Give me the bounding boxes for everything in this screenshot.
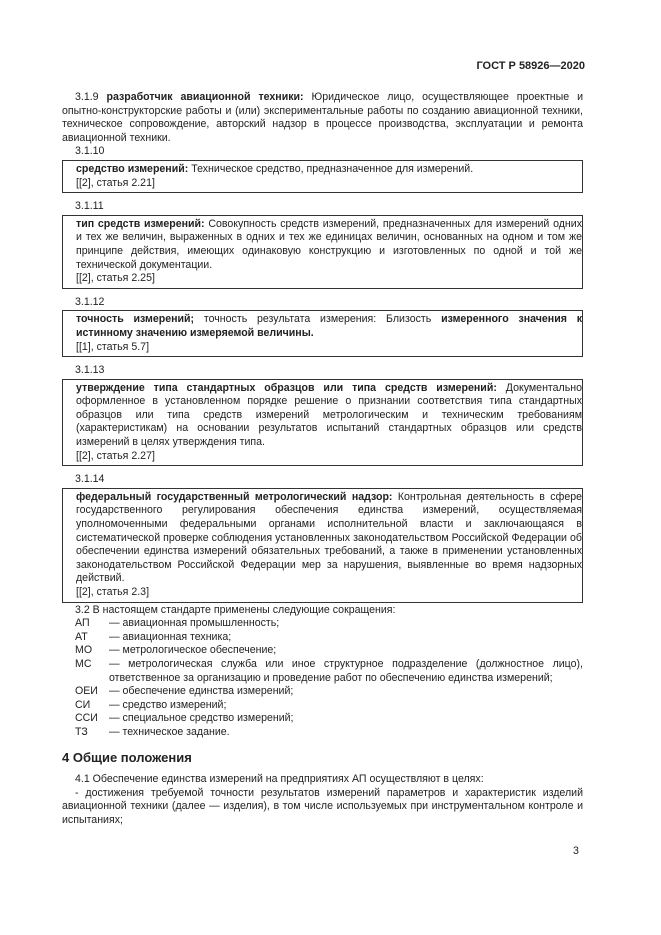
abbreviation-item: СИ — средство измерений; (75, 698, 227, 711)
term-synonym: точность результата измерения: (203, 313, 377, 326)
term-number: 3.1.11 (75, 200, 104, 213)
term-reference: [[2], статья 2.21] (76, 176, 155, 189)
term-name: тип средств измерений: (76, 217, 205, 230)
term-number: 3.1.12 (75, 295, 105, 308)
term-name: средство измерений: (76, 162, 189, 175)
term-definition: Близость (386, 313, 432, 326)
term-box-3-1-12 (62, 310, 583, 357)
term-box-3-1-14 (62, 488, 583, 603)
paragraph: - достижения требуемой точности результатов измерений параметров и характеристик изделий авиационной техники (далее — изделия), в том числе используемых при инструментальном контроле и испытаниях; (62, 786, 583, 826)
paragraph: 4.1 Обеспечение единства измерений на предприятиях АП осуществляют в целях: (75, 773, 484, 786)
term-definition-bold: измеренного значения к истинному значению измеряемой величины. (76, 313, 582, 339)
term-definition: Совокупность средств измерений, предназначенных для измерений одних и тех же величин, выраженных в одних и тех же единицах величин, основанных на одном и том же принципе действия, имеющих одинаковую конструкцию и изготовленных по одной и той же технической документации. (76, 217, 582, 271)
term-reference: [[1], статья 5.7] (76, 340, 150, 353)
abbreviations-intro: 3.2 В настоящем стандарте применены следующие сокращения: (75, 603, 396, 616)
abbreviation-item: МО — метрологическое обеспечение; (75, 644, 277, 657)
term-number: 3.1.13 (75, 364, 105, 377)
term-reference: [[2], статья 2.3] (76, 586, 150, 598)
term-3-1-9 (62, 91, 583, 145)
abbreviation-item: ОЕИ — обеспечение единства измерений; (75, 685, 294, 698)
term-definition: Юридическое лицо, осуществляющее проектные и опытно-конструкторские работы и (или) экспериментальные работы по созданию авиационной техники, техническое сопровождение, авторский надзор в процессе производства, эксплуатации и ремонта авиационной техники. (62, 91, 583, 144)
page-number: 3 (573, 845, 579, 857)
term-reference: [[2], статья 2.25] (76, 272, 155, 285)
document-body (62, 91, 583, 828)
term-name: утверждение типа стандартных образцов или типа средств измерений: (76, 381, 497, 394)
abbreviation-item: ТЗ — техническое задание. (75, 725, 230, 738)
abbreviations-list (62, 617, 583, 739)
abbreviation-item: АП — авиационная промышленность; (75, 617, 280, 630)
term-number: 3.1.14 (75, 473, 105, 486)
term-name: точность измерений; (76, 313, 195, 326)
standard-header: ГОСТ Р 58926—2020 (476, 60, 585, 72)
term-name: разработчик авиационной техники: (106, 91, 304, 103)
abbreviation-item: АТ — авиационная техника; (75, 630, 232, 643)
term-number: 3.1.10 (75, 145, 105, 158)
term-box-3-1-11 (62, 215, 583, 289)
term-box-3-1-13 (62, 379, 583, 467)
section-heading: 4 Общие положения (62, 749, 192, 765)
term-number: 3.1.9 (75, 91, 99, 103)
abbreviation-item: МС — метрологическая служба или иное структурное подразделение (должностное лицо), ответственное за организацию и проведение работ по обеспечению единства измерений; (75, 657, 583, 684)
term-name: федеральный государственный метрологический надзор: (76, 490, 393, 503)
term-definition: Техническое средство, предназначенное для измерений. (191, 162, 474, 175)
term-definition: Контрольная деятельность в сфере государственного регулирования обеспечения единства измерений, осуществляемая уполномоченными федеральными органами исполнительной власти и заключающаяся в систематической проверке соблюдения установленных законодательством Российской Федерации об обеспечении единства измерений обязательных требований, а также в применении установленных законодательством Российской Федерации мер за нарушения, выявленные во время надзорных действий. (76, 490, 582, 585)
term-reference: [[2], статья 2.27] (76, 449, 155, 462)
term-box-3-1-10 (62, 160, 583, 193)
abbreviation-item: ССИ — специальное средство измерений; (75, 712, 294, 725)
term-definition: Документально оформленное в установленном порядке решение о признании соответствия типа стандартных образцов или типа средств измерений метрологическим и техническим требованиям (характеристикам) на основании результатов испытаний стандартных образцов или средств измерений в целях утверждения типа. (76, 381, 582, 449)
